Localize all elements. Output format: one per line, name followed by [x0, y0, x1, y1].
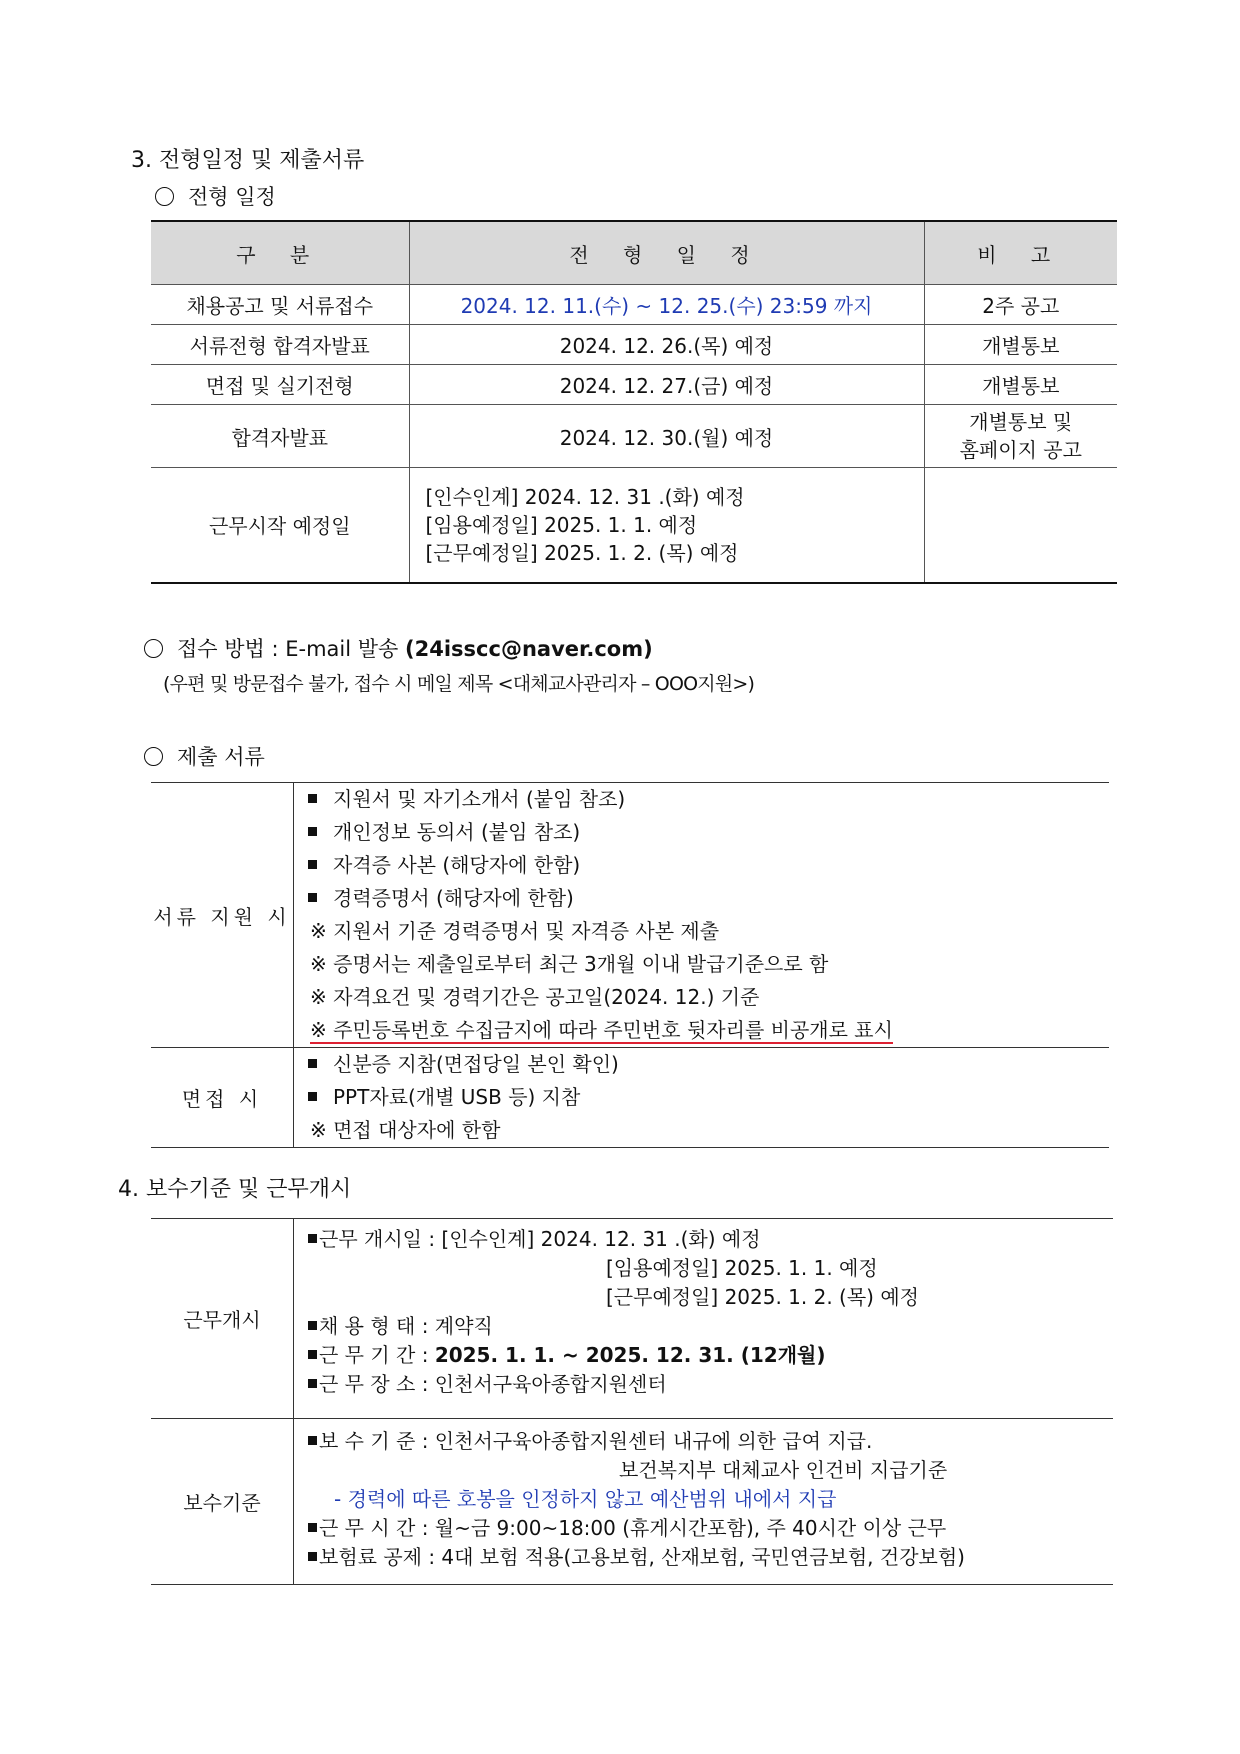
square-bullet-icon — [308, 893, 317, 902]
pay-insurance: 보험료 공제 : 4대 보험 적용(고용보험, 산재보험, 국민연금보험, 건강보험) — [294, 1543, 1113, 1572]
note-item: ※ 증명서는 제출일로부터 최근 3개월 이내 발급기준으로 함 — [310, 952, 829, 976]
apply-docs-cell — [294, 783, 1110, 1048]
list-item: 경력증명서 (해당자에 한함) — [294, 882, 1109, 915]
work-start: 근무 개시일 : [인수인계] 2024. 12. 31 .(화) 예정 — [294, 1225, 1113, 1254]
pay-label: 보수기준 — [151, 1419, 294, 1585]
apply-note: (우편 및 방문접수 불가, 접수 시 메일 제목 <대체교사관리자 – OOO지원>) — [163, 673, 755, 695]
row-category: 합격자발표 — [151, 405, 409, 468]
table-row — [151, 285, 1117, 325]
table-row — [151, 468, 1117, 583]
header-note: 비 고 — [924, 221, 1117, 285]
row-date: [인수인계] 2024. 12. 31 .(화) 예정 [임용예정일] 2025. 1. 1. 예정 [근무예정일] 2025. 1. 2. (목) 예정 — [409, 468, 924, 583]
row-note: 개별통보 및 홈페이지 공고 — [924, 405, 1117, 468]
work-start-line: [근무예정일] 2025. 1. 2. (목) 예정 — [606, 1285, 919, 1309]
salary-table — [151, 1218, 1113, 1585]
note-item: ※ 지원서 기준 경력증명서 및 자격증 사본 제출 — [310, 919, 720, 943]
work-type: 채 용 형 태 : 계약직 — [294, 1312, 1113, 1341]
table-row — [151, 1219, 1113, 1419]
table-row — [151, 1419, 1113, 1585]
apply-method: 접수 방법 : E-mail 발송 (24isscc@naver.com) — [144, 633, 653, 663]
list-item: 신분증 지참(면접당일 본인 확인) — [294, 1048, 1109, 1081]
note-item: ※ 면접 대상자에 한함 — [310, 1118, 501, 1142]
row-note: 개별통보 — [924, 325, 1117, 365]
table-header-row — [151, 221, 1117, 285]
square-bullet-icon — [308, 1350, 317, 1359]
square-bullet-icon — [308, 1552, 317, 1561]
row-date: 2024. 12. 11.(수) ~ 12. 25.(수) 23:59 까지 — [409, 285, 924, 325]
circle-bullet-icon — [144, 747, 163, 766]
table-row — [151, 1048, 1109, 1148]
square-bullet-icon — [308, 1436, 317, 1445]
interview-docs-label: 면접 시 — [151, 1048, 294, 1148]
documents-heading: 제출 서류 — [144, 741, 265, 771]
row-category: 면접 및 실기전형 — [151, 365, 409, 405]
work-start-line: [임용예정일] 2025. 1. 1. 예정 — [606, 1256, 878, 1280]
circle-bullet-icon — [155, 187, 174, 206]
header-category: 구 분 — [151, 221, 409, 285]
section4-title: 4. 보수기준 및 근무개시 — [118, 1177, 352, 1202]
row-note: 2주 공고 — [924, 285, 1117, 325]
work-cell — [294, 1219, 1114, 1419]
row-date: 2024. 12. 27.(금) 예정 — [409, 365, 924, 405]
square-bullet-icon — [308, 860, 317, 869]
row-date: 2024. 12. 26.(목) 예정 — [409, 325, 924, 365]
pay-cell — [294, 1419, 1114, 1585]
circle-bullet-icon — [144, 639, 163, 658]
square-bullet-icon — [308, 1092, 317, 1101]
row-date: 2024. 12. 30.(월) 예정 — [409, 405, 924, 468]
pay-standard-line: 보건복지부 대체교사 인건비 지급기준 — [619, 1458, 948, 1482]
square-bullet-icon — [308, 1321, 317, 1330]
note-item: ※ 자격요건 및 경력기간은 공고일(2024. 12.) 기준 — [310, 985, 760, 1009]
row-category: 근무시작 예정일 — [151, 468, 409, 583]
apply-docs-label: 서류 지원 시 — [151, 783, 294, 1048]
table-row — [151, 365, 1117, 405]
work-place: 근 무 장 소 : 인천서구육아종합지원센터 — [294, 1370, 1113, 1399]
note-item: ※ 주민등록번호 수집금지에 따라 주민번호 뒷자리를 비공개로 표시 — [310, 1018, 893, 1042]
square-bullet-icon — [308, 1234, 317, 1243]
apply-email: (24isscc@naver.com) — [405, 637, 653, 661]
row-category: 서류전형 합격자발표 — [151, 325, 409, 365]
row-note — [924, 468, 1117, 583]
table-row — [151, 325, 1117, 365]
square-bullet-icon — [308, 1523, 317, 1532]
section3-title: 3. 전형일정 및 제출서류 — [131, 148, 365, 173]
list-item: 자격증 사본 (해당자에 한함) — [294, 849, 1109, 882]
schedule-table — [151, 220, 1117, 584]
square-bullet-icon — [308, 827, 317, 836]
interview-docs-cell — [294, 1048, 1110, 1148]
list-item: PPT자료(개별 USB 등) 지참 — [294, 1081, 1109, 1114]
list-item: 지원서 및 자기소개서 (붙임 참조) — [294, 783, 1109, 816]
work-label: 근무개시 — [151, 1219, 294, 1419]
table-row — [151, 405, 1117, 468]
square-bullet-icon — [308, 794, 317, 803]
table-row — [151, 783, 1109, 1048]
pay-dash-note: - 경력에 따른 호봉을 인정하지 않고 예산범위 내에서 지급 — [334, 1487, 837, 1511]
square-bullet-icon — [308, 1379, 317, 1388]
schedule-heading: 전형 일정 — [155, 181, 276, 211]
work-period: 근 무 기 간 : 2025. 1. 1. ~ 2025. 12. 31. (12개월) — [294, 1341, 1113, 1370]
pay-hours: 근 무 시 간 : 월~금 9:00~18:00 (휴게시간포함), 주 40시간 이상 근무 — [294, 1514, 1113, 1543]
row-category: 채용공고 및 서류접수 — [151, 285, 409, 325]
row-note: 개별통보 — [924, 365, 1117, 405]
pay-standard: 보 수 기 준 : 인천서구육아종합지원센터 내규에 의한 급여 지급. — [294, 1427, 1113, 1456]
header-schedule: 전 형 일 정 — [409, 221, 924, 285]
list-item: 개인정보 동의서 (붙임 참조) — [294, 816, 1109, 849]
documents-table — [151, 782, 1109, 1148]
square-bullet-icon — [308, 1059, 317, 1068]
